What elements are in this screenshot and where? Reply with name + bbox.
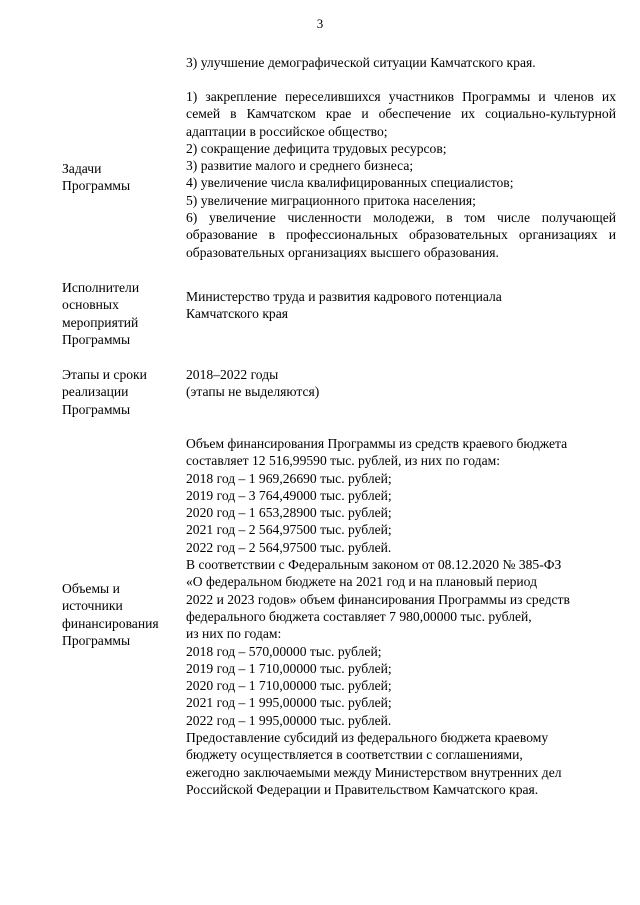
financing-line: 2020 год – 1 653,28900 тыс. рублей; <box>186 505 392 521</box>
task-item: 4) увеличение числа квалифицированных специалистов; <box>186 175 514 191</box>
executors-label: Исполнители основных мероприятий Программы <box>62 280 140 347</box>
financing-line: 2020 год – 1 710,00000 тыс. рублей; <box>186 678 392 694</box>
financing-line: ежегодно заключаемыми между Министерством внутренних дел <box>186 764 562 780</box>
goal-item: 3) улучшение демографической ситуации Камчатского края. <box>186 55 536 70</box>
financing-line: 2019 год – 3 764,49000 тыс. рублей; <box>186 487 392 503</box>
financing-label: Объемы и источники финансирования Программы <box>62 581 159 648</box>
financing-line: 2022 год – 1 995,00000 тыс. рублей. <box>186 712 392 728</box>
financing-line: составляет 12 516,99590 тыс. рублей, из них по годам: <box>186 453 500 469</box>
financing-line: Объем финансирования Программы из средств краевого бюджета <box>186 436 568 451</box>
financing-line: федерального бюджета составляет 7 980,00000 тыс. рублей, <box>186 608 532 624</box>
task-item: 3) развитие малого и среднего бизнеса; <box>186 158 414 174</box>
tasks-label: Задачи Программы <box>62 161 131 194</box>
tasks-content <box>186 88 616 261</box>
financing-line: бюджету осуществляется в соответствии с соглашениями, <box>186 747 523 763</box>
financing-content <box>186 435 616 798</box>
financing-line: из них по годам: <box>186 626 282 642</box>
financing-line: 2018 год – 1 969,26690 тыс. рублей; <box>186 470 392 486</box>
stages-content: 2018–2022 годы (этапы не выделяются) <box>186 367 320 400</box>
task-item: 2) сокращение дефицита трудовых ресурсов; <box>186 140 447 156</box>
financing-line: 2021 год – 1 995,00000 тыс. рублей; <box>186 695 392 711</box>
financing-line: 2022 год – 2 564,97500 тыс. рублей. <box>186 539 392 555</box>
financing-line: 2021 год – 2 564,97500 тыс. рублей; <box>186 522 392 538</box>
financing-line: 2018 год – 570,00000 тыс. рублей; <box>186 643 382 659</box>
financing-line: В соответствии с Федеральным законом от 08.12.2020 № 385-ФЗ <box>186 557 562 573</box>
task-item: 5) увеличение миграционного притока населения; <box>186 192 476 208</box>
financing-line: Предоставление субсидий из федерального бюджета краевому <box>186 730 549 746</box>
financing-line: 2022 и 2023 годов» объем финансирования Программы из средств <box>186 591 570 607</box>
task-item: 6) увеличение численности молодежи, в том числе получающей образование в профессиональных образовательных организациях и образовательных организациях высшего образования. <box>186 210 616 260</box>
page-number: 3 <box>316 16 324 31</box>
financing-line: «О федеральном бюджете на 2021 год и на плановый период <box>186 574 538 590</box>
goals-content <box>186 54 616 71</box>
financing-line: Российской Федерации и Правительством Камчатского края. <box>186 781 539 797</box>
task-item: 1) закрепление переселившихся участников Программы и членов их семей в Камчатском крае и обеспечение их социально-культурной адаптации в российское общество; <box>186 89 616 139</box>
stages-label: Этапы и сроки реализации Программы <box>62 367 147 417</box>
financing-line: 2019 год – 1 710,00000 тыс. рублей; <box>186 660 392 676</box>
executors-content: Министерство труда и развития кадрового потенциала Камчатского края <box>186 289 502 322</box>
